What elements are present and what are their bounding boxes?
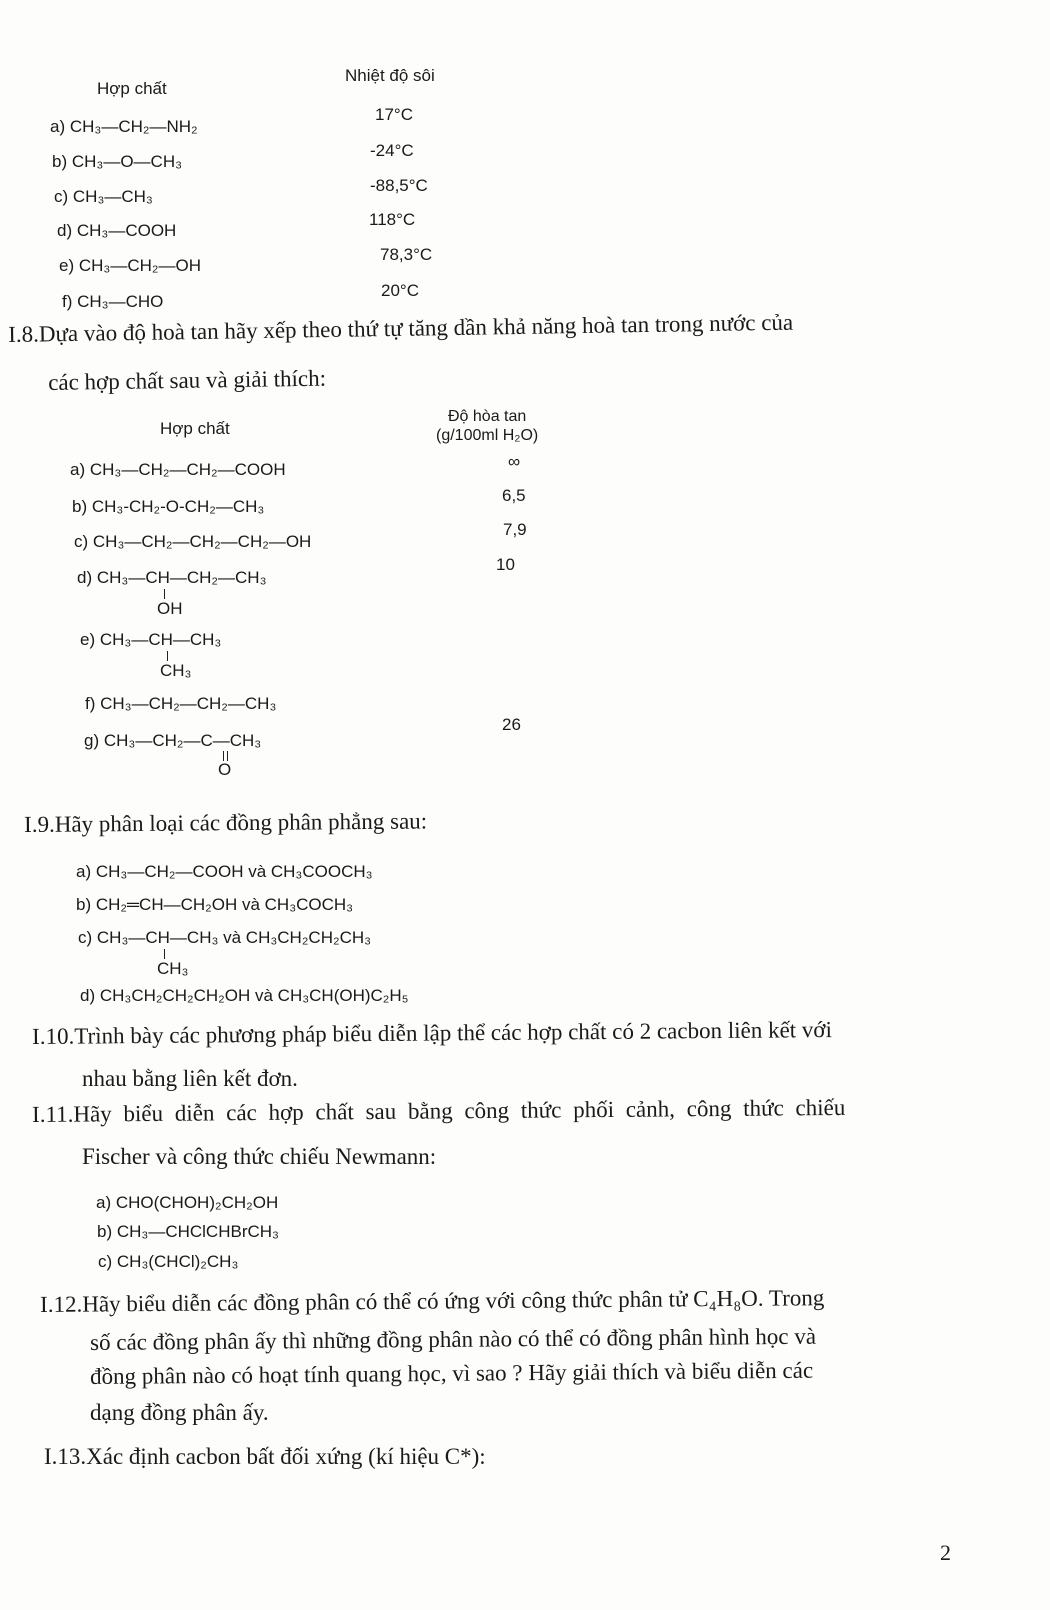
q12-line2: số các đồng phân ấy thì những đồng phân nào có thể có đồng phân hình học và <box>90 1323 817 1355</box>
solubility-row-f-label: f) CH₃—CH₂—CH₂—CH₃ <box>85 694 277 713</box>
q12-line1: I.12.Hãy biểu diễn các đồng phân có thể có ứng với công thức phân tử C₄H₈O. Trong <box>40 1285 825 1317</box>
q10-line1: I.10.Trình bày các phương pháp biểu diễn lập thể các hợp chất có 2 cacbon liên kết với <box>32 1017 833 1049</box>
q9-item-b: b) CH₂═CH—CH₂OH và CH₃COCH₃ <box>76 895 354 914</box>
solubility-row-g-label: g) CH₃—CH₂—C—CH₃ <box>84 731 262 750</box>
solubility-row-d-value: 10 <box>496 555 515 574</box>
boiling-row-f-value: 20°C <box>381 281 419 300</box>
solubility-row-e-branch: CH₃ <box>160 661 192 680</box>
solubility-row-g-value: 26 <box>502 715 521 734</box>
q9-item-c: c) CH₃—CH—CH₃ và CH₃CH₂CH₂CH₃ <box>78 928 372 947</box>
boiling-row-b-label: b) CH₃—O—CH₃ <box>52 152 183 171</box>
solubility-row-e-bond <box>167 651 168 661</box>
boiling-row-a-label: a) CH₃—CH₂—NH₂ <box>50 117 198 136</box>
boiling-row-c-label: c) CH₃—CH₃ <box>54 187 153 206</box>
solubility-row-b-label: b) CH₃-CH₂-O-CH₂—CH₃ <box>72 497 265 516</box>
solubility-row-c-label: c) CH₃—CH₂—CH₂—CH₂—OH <box>74 532 312 551</box>
q8-line2: các hợp chất sau và giải thích: <box>48 365 327 395</box>
q11-item-c: c) CH₃(CHCl)₂CH₃ <box>98 1252 239 1271</box>
page-number: 2 <box>940 1540 951 1565</box>
solubility-row-a-label: a) CH₃—CH₂—CH₂—COOH <box>70 460 286 479</box>
solubility-header-value: Độ hòa tan <box>448 408 527 425</box>
boiling-row-a-value: 17°C <box>375 105 413 124</box>
solubility-row-c-value: 7,9 <box>503 520 527 539</box>
solubility-row-d-branch: OH <box>157 599 183 618</box>
q9-title: I.9.Hãy phân loại các đồng phân phẳng sau: <box>24 808 428 837</box>
solubility-row-d-bond <box>164 589 165 599</box>
boiling-row-b-value: -24°C <box>370 141 414 160</box>
q9-item-d: d) CH₃CH₂CH₂CH₂OH và CH₃CH(OH)C₂H₅ <box>80 986 409 1005</box>
boiling-row-c-value: -88,5°C <box>370 176 428 195</box>
q12-line3: đồng phân nào có hoạt tính quang học, vì sao ? Hãy giải thích và biểu diễn các <box>90 1357 814 1389</box>
solubility-header-unit: (g/100ml H₂O) <box>436 427 539 444</box>
solubility-row-g-branch: O <box>218 760 232 779</box>
boiling-row-e-label: e) CH₃—CH₂—OH <box>59 256 201 275</box>
solubility-row-b-value: 6,5 <box>502 486 526 505</box>
q10-line2: nhau bằng liên kết đơn. <box>82 1066 298 1091</box>
q8-line1: I.8.Dựa vào độ hoà tan hãy xếp theo thứ tự tăng dần khả năng hoà tan trong nước của <box>8 309 794 347</box>
boiling-row-f-label: f) CH₃—CHO <box>62 292 164 311</box>
solubility-row-e-label: e) CH₃—CH—CH₃ <box>80 630 222 649</box>
q12-line4: dạng đồng phân ấy. <box>90 1400 269 1425</box>
q11-item-a: a) CHO(CHOH)₂CH₂OH <box>96 1193 279 1212</box>
q9-item-a: a) CH₃—CH₂—COOH và CH₃COOCH₃ <box>76 862 373 881</box>
q11-item-b: b) CH₃—CHClCHBrCH₃ <box>97 1222 279 1241</box>
solubility-row-a-value: ∞ <box>508 452 521 471</box>
q11-line1: I.11.Hãy biểu diễn các hợp chất sau bằng công thức phối cảnh, công thức chiếu <box>32 1094 846 1127</box>
solubility-header-compound: Hợp chất <box>160 419 230 438</box>
solubility-row-d-label: d) CH₃—CH—CH₂—CH₃ <box>77 568 267 587</box>
q9-item-c-bond <box>164 949 165 959</box>
boiling-header-value: Nhiệt độ sôi <box>345 66 435 85</box>
q9-item-c-branch: CH₃ <box>157 959 189 978</box>
boiling-row-e-value: 78,3°C <box>380 245 433 264</box>
q13-line1: I.13.Xác định cacbon bất đối xứng (kí hiệu C*): <box>44 1444 486 1469</box>
boiling-row-d-value: 118°C <box>369 210 416 229</box>
q11-line2: Fischer và công thức chiếu Newmann: <box>82 1144 437 1169</box>
boiling-header-compound: Hợp chất <box>97 79 167 98</box>
boiling-row-d-label: d) CH₃—COOH <box>57 221 177 240</box>
